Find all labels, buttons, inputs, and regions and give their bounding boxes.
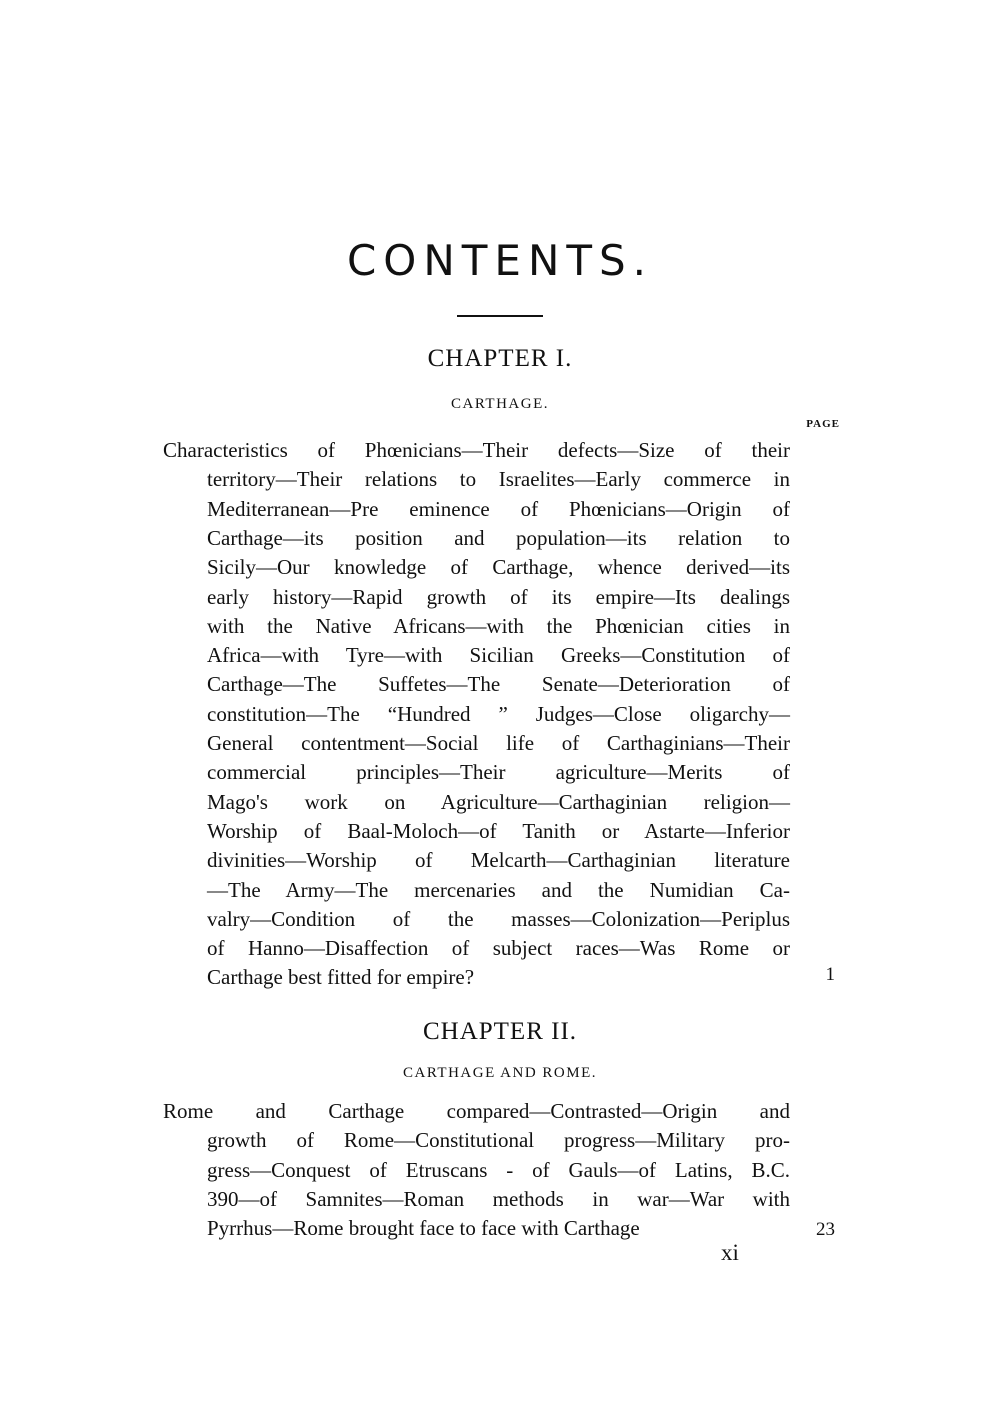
summary-line: Mediterranean—Pre eminence of Phœnicians—Origin of — [207, 496, 790, 521]
chapter-2-page-number: 23 — [816, 1219, 835, 1240]
summary-line: constitution—The “Hundred ” Judges—Close oligarchy— — [207, 701, 790, 726]
page-folio: xi — [721, 1240, 739, 1265]
summary-line: valry—Condition of the masses—Colonization—Periplus — [207, 906, 790, 931]
summary-line: territory—Their relations to Israelites—Early commerce in — [207, 467, 790, 492]
title-rule — [457, 315, 543, 317]
summary-line: Carthage—its position and population—its relation to — [207, 525, 790, 550]
chapter-1-page-number: 1 — [825, 964, 835, 985]
summary-line: Sicily—Our knowledge of Carthage, whence derived—its — [207, 555, 790, 580]
summary-line: divinities—Worship of Melcarth—Carthaginian literature — [207, 848, 790, 873]
summary-line: Carthage best fitted for empire? — [207, 965, 475, 990]
summary-line: with the Native Africans—with the Phœnician cities in — [207, 613, 790, 638]
summary-line: 390—of Samnites—Roman methods in war—War with — [207, 1186, 790, 1211]
summary-line: of Hanno—Disaffection of subject races—Was Rome or — [207, 936, 790, 961]
chapter-2-subtitle: CARTHAGE AND ROME. — [402, 1065, 598, 1081]
page-column-label: PAGE — [806, 418, 840, 430]
summary-line: gress—Conquest of Etruscans - of Gauls—of Latins, B.C. — [207, 1157, 790, 1182]
summary-line: commercial principles—Their agriculture—Merits of — [207, 760, 790, 785]
page-title: CONTENTS. — [346, 236, 654, 285]
summary-line: Pyrrhus—Rome brought face to face with Carthage — [207, 1216, 640, 1241]
summary-line: growth of Rome—Constitutional progress—Military pro- — [207, 1128, 790, 1153]
summary-line: Worship of Baal-Moloch—of Tanith or Astarte—Inferior — [207, 818, 790, 843]
summary-line: Africa—with Tyre—with Sicilian Greeks—Constitution of — [207, 643, 790, 668]
chapter-1-heading: CHAPTER I. — [427, 345, 573, 372]
chapter-2-heading: CHAPTER II. — [422, 1018, 578, 1045]
summary-line: Characteristics of Phœnicians—Their defects—Size of their — [163, 438, 790, 462]
chapter-1-subtitle: CARTHAGE. — [450, 396, 549, 412]
summary-line: —The Army—The mercenaries and the Numidian Ca- — [207, 877, 790, 902]
summary-line: General contentment—Social life of Carthaginians—Their — [207, 731, 790, 755]
summary-line: Mago's work on Agriculture—Carthaginian religion— — [207, 789, 790, 814]
summary-line: Rome and Carthage compared—Contrasted—Origin and — [163, 1099, 790, 1123]
summary-line: Carthage—The Suffetes—The Senate—Deterioration of — [207, 672, 790, 697]
summary-line: early history—Rapid growth of its empire—Its dealings — [207, 584, 790, 609]
